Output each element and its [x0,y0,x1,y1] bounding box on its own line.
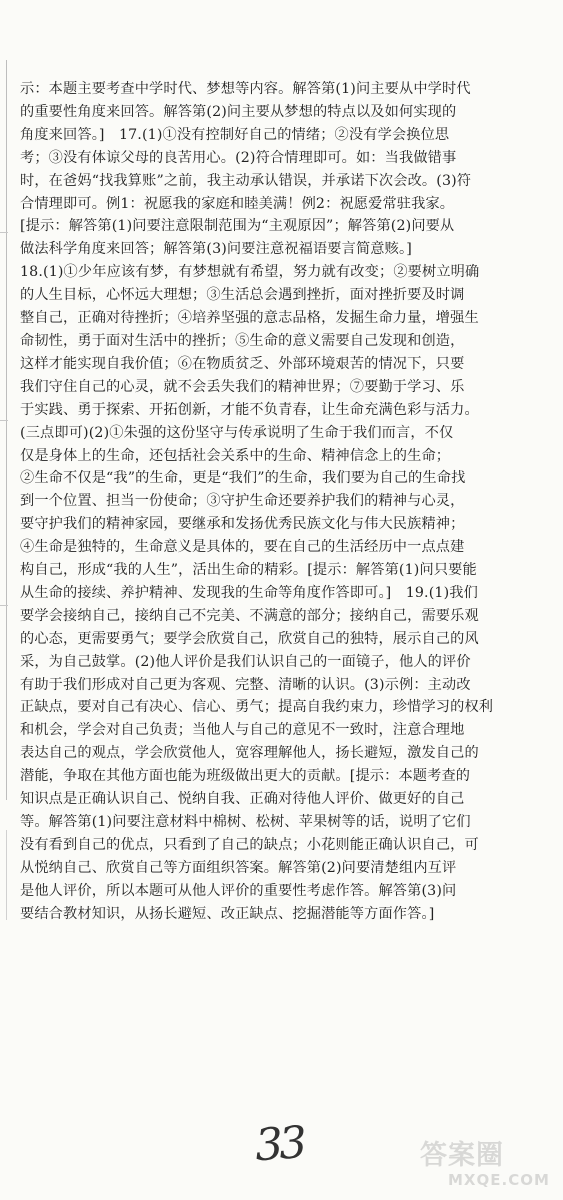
text-line: 要学会接纳自己，接纳自己不完美、不满意的部分；接纳自己，需要乐观 [20,607,479,624]
binding-margin-line-lower [6,830,7,920]
text-line: [提示：解答第(1)问要注意限制范围为“主观原因”；解答第(2)问要从 [20,218,455,235]
text-line: 采，为自己鼓掌。(2)他人评价是我们认识自己的一面镜子，他人的评价 [20,653,471,670]
text-line: 要结合教材知识，从扬长避短、改正缺点、挖掘潜能等方面作答。] [20,905,435,922]
margin-tick [0,605,8,606]
margin-tick [0,232,8,233]
text-line: 这样才能实现自我价值；⑥在物质贫乏、外部环境艰苦的情况下，只要 [20,355,465,372]
text-line: 等。解答第(1)问要注意材料中棉树、松树、苹果树等的话，说明了它们 [20,814,471,830]
text-line: 正缺点，要对自己有决心、信心、勇气；提高自我约束力，珍惜学习的权利 [20,699,494,716]
text-line: 18.(1)①少年应该有梦，有梦想就有希望，努力就有改变；②要树立明确 [20,264,480,281]
text-line: 的人生目标，心怀远大理想；③生活总会遇到挫折，面对挫折要及时调 [20,287,465,304]
text-line: 要守护我们的精神家园，要继承和发扬优秀民族文化与伟大民族精神； [20,516,465,533]
text-line: 仅是身体上的生命，还包括社会关系中的生命、精神信念上的生命； [20,447,451,464]
text-line: (三点即可)(2)①朱强的这份坚守与传承说明了生命于我们而言，不仅 [20,424,454,441]
text-line: 示：本题主要考查中学时代、梦想等内容。解答第(1)问主要从中学时代 [20,81,471,97]
text-line: 到一个位置、担当一份使命；③守护生命还要养护我们的精神与心灵， [20,493,465,510]
text-line: 有助于我们形成对自己更为客观、完整、清晰的认识。(3)示例：主动改 [20,676,471,693]
answer-text-block [20,78,544,926]
text-line: 角度来回答。] 17.(1)①没有控制好自己的情绪；②没有学会换位思 [20,126,450,143]
binding-margin-line [6,60,7,800]
text-line: 命韧性，勇于面对生活中的挫折；⑤生命的意义需要自己发现和创造， [20,332,465,349]
text-line: 于实践、勇于探索、开拓创新，才能不负青春，让生命充满色彩与活力。 [20,401,479,418]
text-line: 合情理即可。例1：祝愿我的家庭和睦美满！例2：祝愿爱常驻我家。 [20,195,455,212]
text-line: 我们守住自己的心灵，就不会丢失我们的精神世界；⑦要勤于学习、乐 [20,378,465,395]
watermark-domain: MXQE.COM [448,1171,550,1189]
text-line: 做法科学角度来回答；解答第(3)问要注意祝福语要言简意赅。] [20,241,412,258]
text-line: 没有看到自己的优点，只看到了自己的缺点；小花则能正确认识自己，可 [20,836,479,853]
text-line: 是他人评价，所以本题可从他人评价的重要性考虑作答。解答第(3)问 [20,882,457,899]
text-line: 整自己，正确对待挫折；④培养坚强的意志品格，发掘生命力量，增强生 [20,310,479,327]
text-line: 的重要性角度来回答。解答第(2)问主要从梦想的特点以及如何实现的 [20,103,457,120]
text-line: ②生命不仅是“我”的生命，更是“我们”的生命，我们要为自己的生命找 [20,470,466,487]
text-line: 表达自己的观点，学会欣赏他人，宽容理解他人，扬长避短，激发自己的 [20,745,479,762]
text-line: 考；③没有体谅父母的良苦用心。(2)符合情理即可。如：当我做错事 [20,149,457,166]
watermark-logo-text: 答案圈 [420,1140,504,1171]
text-line: 的心态，更需要勇气；要学会欣赏自己，欣赏自己的独特，展示自己的风 [20,630,479,647]
text-line: 构自己，形成“我的人生”，活出生命的精彩。[提示：解答第(1)问只要能 [20,562,477,579]
text-line: 知识点是正确认识自己、悦纳自我、正确对待他人评价、做更好的自己 [20,791,465,808]
text-line: ④生命是独特的，生命意义是具体的，要在自己的生活经历中一点点建 [20,539,465,556]
text-line: 和机会，学会对自己负责；当他人与自己的意见不一致时，注意合理地 [20,722,465,739]
text-line: 时，在爸妈“找我算账”之前，我主动承认错误，并承诺下次会改。(3)符 [20,172,472,189]
margin-tick [0,420,8,421]
text-line: 从悦纳自己、欣赏自己等方面组织答案。解答第(2)问要清楚组内互评 [20,859,457,876]
text-line: 从生命的接续、养护精神、发现我的生命等角度作答即可。] 19.(1)我们 [20,584,478,601]
text-line: 潜能，争取在其他方面也能为班级做出更大的贡献。[提示：本题考查的 [20,768,471,785]
site-watermark [420,1133,560,1195]
handwritten-page-number: 33 [253,1117,305,1172]
